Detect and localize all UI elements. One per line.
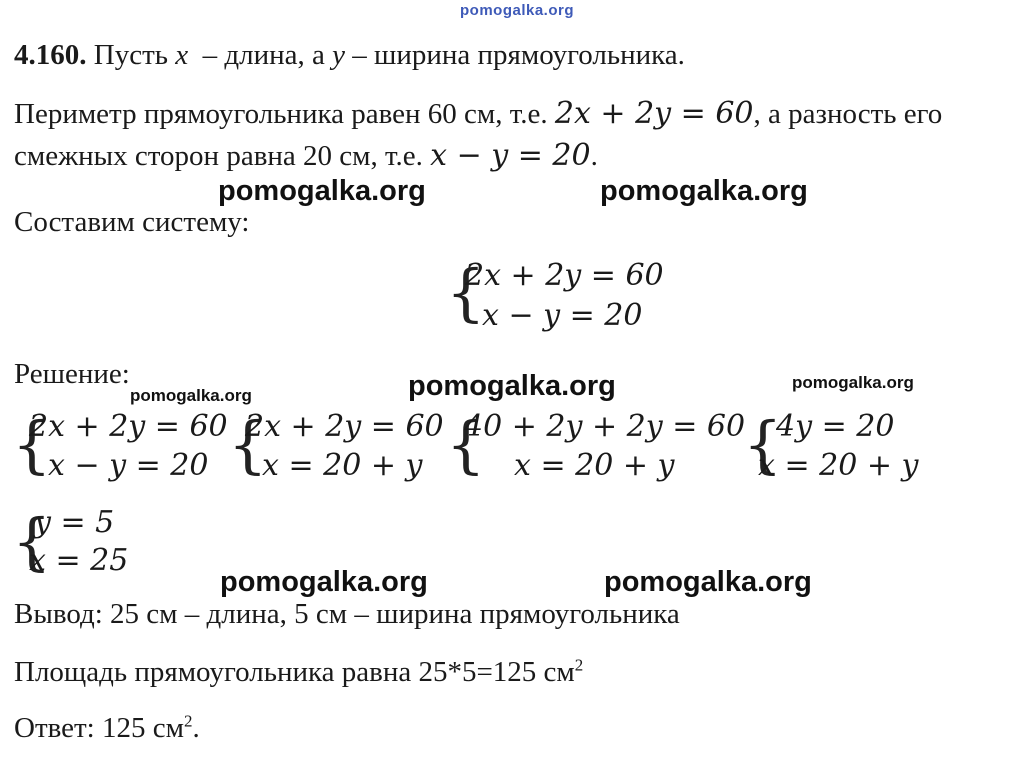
step-4-eq-1: 4y = 20 bbox=[776, 409, 895, 444]
step-2-eq-1: 2x + 2y = 60 bbox=[245, 409, 444, 444]
var-y: y bbox=[332, 39, 345, 71]
perimeter-tail: , а разность его bbox=[753, 98, 943, 130]
answer-exponent: 2 bbox=[183, 711, 193, 731]
area-line bbox=[14, 655, 583, 689]
step-4-eq-2: x = 20 + y bbox=[758, 448, 919, 483]
answer-line bbox=[14, 711, 200, 745]
step-2-brace: { bbox=[228, 408, 268, 481]
watermark: pomogalka.org bbox=[130, 386, 252, 405]
final-eq-y: y = 5 bbox=[34, 505, 115, 540]
final-eq-x: x = 25 bbox=[29, 543, 129, 578]
watermark-top: pomogalka.org bbox=[460, 2, 575, 19]
watermark: pomogalka.org bbox=[218, 175, 426, 207]
step-3-eq-1: 40 + 2y + 2y = 60 bbox=[464, 409, 746, 444]
system-brace: { bbox=[446, 256, 486, 329]
step-3-brace: { bbox=[446, 408, 486, 481]
difference-line bbox=[14, 139, 598, 173]
answer-text: Ответ: 125 см bbox=[14, 712, 184, 744]
difference-equation: x − y = 20 bbox=[430, 138, 591, 173]
difference-text: смежных сторон равна 20 см, т.е. bbox=[14, 140, 423, 172]
step-3-eq-2: x = 20 + y bbox=[514, 448, 675, 483]
area-exponent: 2 bbox=[574, 655, 584, 675]
step-1-brace: { bbox=[12, 408, 52, 481]
problem-statement bbox=[14, 38, 685, 72]
perimeter-equation: 2x + 2y = 60 bbox=[554, 96, 754, 131]
watermark: pomogalka.org bbox=[220, 566, 428, 598]
perimeter-line bbox=[14, 97, 942, 131]
step-4-brace: { bbox=[743, 408, 783, 481]
step-1-eq-2: x − y = 20 bbox=[48, 448, 209, 483]
answer-tail: . bbox=[192, 712, 200, 744]
area-text: Площадь прямоугольника равна 25*5=125 см bbox=[14, 656, 575, 688]
watermark: pomogalka.org bbox=[792, 373, 914, 392]
intro-text-2: – длина, а bbox=[202, 39, 325, 71]
watermark: pomogalka.org bbox=[600, 175, 808, 207]
problem-number: 4.160. bbox=[14, 39, 87, 71]
intro-text-3: – ширина прямоугольника. bbox=[352, 39, 685, 71]
solution-label: Решение: bbox=[14, 358, 130, 390]
var-x: x bbox=[175, 39, 189, 71]
intro-text-1: Пусть bbox=[93, 39, 168, 71]
watermark: pomogalka.org bbox=[408, 370, 616, 402]
conclusion: Вывод: 25 см – длина, 5 см – ширина прямоугольника bbox=[14, 598, 680, 630]
watermark: pomogalka.org bbox=[604, 566, 812, 598]
difference-tail: . bbox=[590, 140, 598, 172]
step-1-eq-1: 2x + 2y = 60 bbox=[29, 409, 228, 444]
system-label: Составим систему: bbox=[14, 206, 250, 238]
step-2-eq-2: x = 20 + y bbox=[262, 448, 423, 483]
perimeter-text: Периметр прямоугольника равен 60 см, т.е. bbox=[14, 98, 548, 130]
system-eq-1: 2x + 2y = 60 bbox=[465, 258, 664, 293]
system-eq-2: x − y = 20 bbox=[482, 298, 643, 333]
final-brace: { bbox=[12, 505, 52, 578]
